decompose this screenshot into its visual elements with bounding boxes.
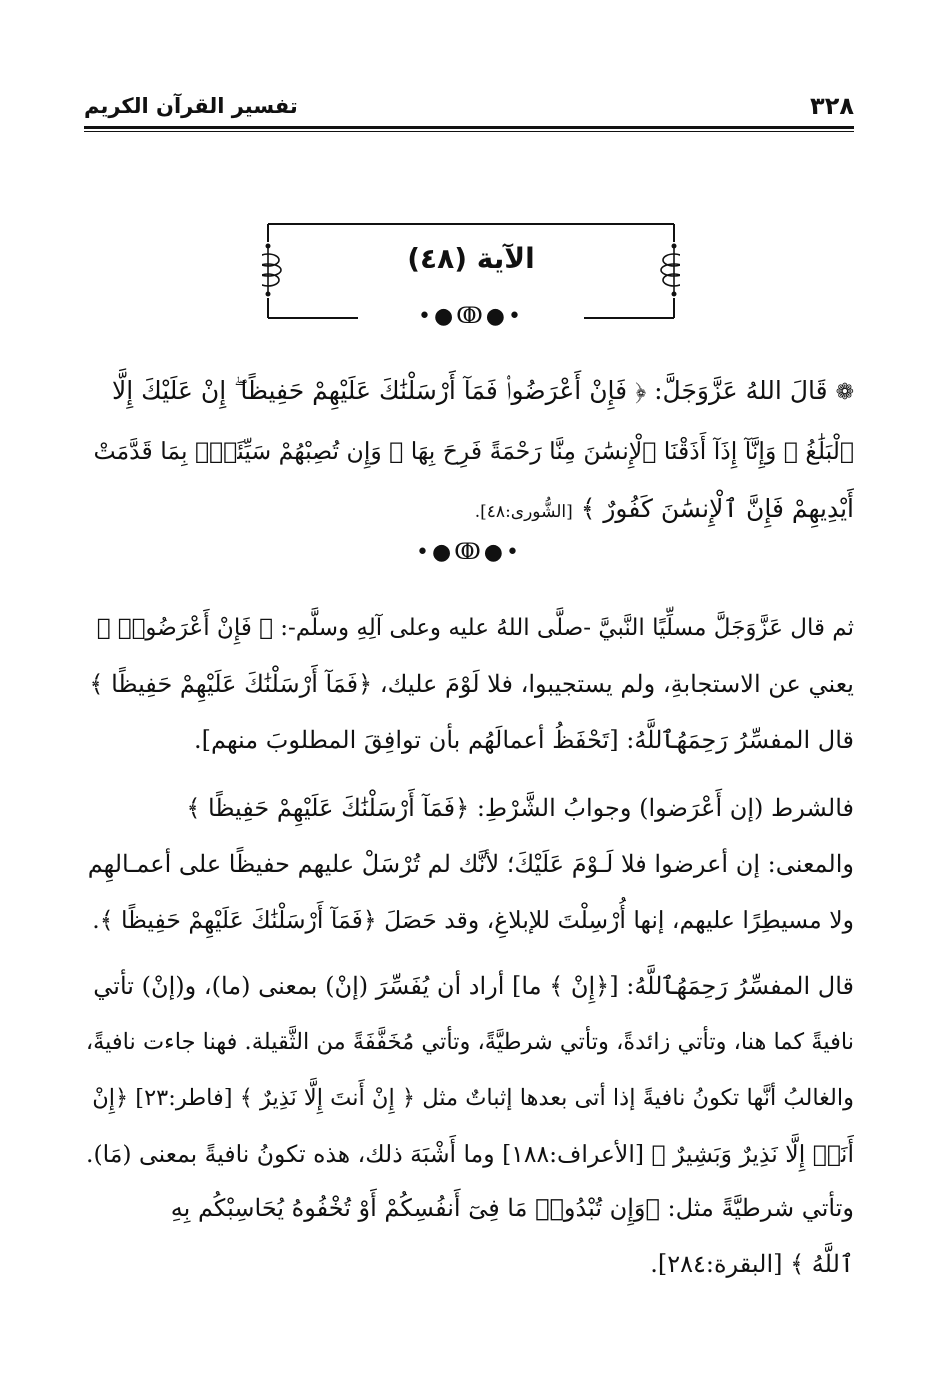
text-line: فالشرط (إن أَعْرَضوا) وجوابُ الشَّرْطِ: ﴿فَمَآ أَرْسَلْنَٰكَ عَلَيْهِمْ حَفِيظًا ﴾ [186, 794, 854, 822]
quran-line: ٱلْبَلَٰغُ ۗ وَإِنَّآ إِذَآ أَذَقْنَا ٱلْإِنسَٰنَ مِنَّا رَحْمَةً فَرِحَ بِهَا ۖ وَإِن تُصِبْهُمْ سَيِّئَةٌۢ بِمَا قَدَّمَتْ [93, 437, 854, 465]
title-divider-ornament: •●ↂ●• [418, 304, 524, 329]
text-line: أَنَا۠ إِلَّا نَذِيرٌ وَبَشِيرٌ ﴾ [الأعراف:١٨٨] وما أَشْبَهَ ذلك، هذه تكونُ نافيةً بمعنى (مَا). [86, 1140, 854, 1168]
text-line: ولا مسيطِرًا عليهم، إنها أُرْسِلْتَ للإبلاغِ، وقد حَصَلَ ﴿فَمَآ أَرْسَلْنَٰكَ عَلَيْهِمْ حَفِيظًا ﴾. [92, 906, 854, 934]
text-line: يعني عن الاستجابةِ، ولم يستجيبوا، فلا لَوْمَ عليك، ﴿فَمَآ أَرْسَلْنَٰكَ عَلَيْهِمْ حَفِيظًا ﴾ [89, 670, 854, 698]
paragraph [84, 600, 854, 768]
text-line: ثم قال عَزَّوَجَلَّ مسلِّيًا النَّبيَّ -صلَّى اللهُ عليه وعلى آلِهِ وسلَّم-: ﴿ فَإِنْ أَعْرَضُوا۟ ﴾ [96, 615, 854, 641]
text-line: نافيةً كما هنا، وتأتي زائدةً، وتأتي شرطيَّةً، وتأتي مُخَفَّفَةً من الثَّقيلة. فهنا جاءت نافيةً، [85, 1029, 854, 1055]
quran-verse-block [84, 362, 854, 541]
text-line: والمعنى: إن أعرضوا فلا لَـوْمَ عَلَيْكَ؛ لأنَّك لم تُرْسَلْ عليهم حفيظًا على أعمـالهِم [87, 850, 854, 878]
quran-reference: [الشُّورى:٤٨]. [474, 502, 573, 522]
header-rule-thin [84, 131, 854, 132]
text-line: وتأتي شرطيَّةً مثل: ﴿وَإِن تُبْدُوا۟ مَا فِىٓ أَنفُسِكُمْ أَوْ تُخْفُوهُ يُحَاسِبْكُم بِهِ [170, 1194, 854, 1222]
verse-heading: الآية (٤٨) [407, 242, 535, 275]
section-divider-ornament: •●ↂ●• [416, 540, 522, 565]
paragraph [84, 958, 854, 1182]
text-line: قال المفسِّرُ رَحِمَهُٱللَّهُ: [﴿إِنْ ﴾ ما] أراد أن يُفَسِّرَ (إنْ) بمعنى (ما)، و(إنْ) تأتي [93, 972, 854, 1000]
page-number: ٣٢٨ [810, 92, 854, 120]
text-line: ٱللَّهُ ﴾ [البقرة:٢٨٤]. [650, 1250, 854, 1278]
verse-title-frame [262, 222, 680, 329]
text-line: قال المفسِّرُ رَحِمَهُٱللَّهُ: [تَحْفَظُ أعمالَهُم بأن توافِقَ المطلوبَ منهم]. [194, 726, 854, 754]
book-title: تفسير القرآن الكريم [84, 94, 298, 118]
quran-line: أَيْدِيهِمْ فَإِنَّ ٱلْإِنسَٰنَ كَفُورٌ ﴾ [الشُّورى:٤٨]. [474, 494, 854, 523]
running-header [84, 92, 854, 126]
paragraph [84, 1180, 854, 1292]
paragraph [84, 780, 854, 948]
flower-icon: ❁ [835, 380, 854, 405]
quran-line: ❁قَالَ اللهُ عَزَّوَجَلَّ: ﴿ فَإِنْ أَعْرَضُوا۟ فَمَآ أَرْسَلْنَٰكَ عَلَيْهِمْ حَفِيظًا ۖ إِنْ عَلَيْكَ إِلَّا [111, 376, 854, 405]
text-line: والغالبُ أنَّها تكونُ نافيةً إذا أتى بعدها إثباتٌ مثل ﴿ إِنْ أَنتَ إِلَّا نَذِيرٌ ﴾ [فاطر:٢٣] ﴿إِنْ [92, 1085, 854, 1111]
header-rule [84, 126, 854, 129]
